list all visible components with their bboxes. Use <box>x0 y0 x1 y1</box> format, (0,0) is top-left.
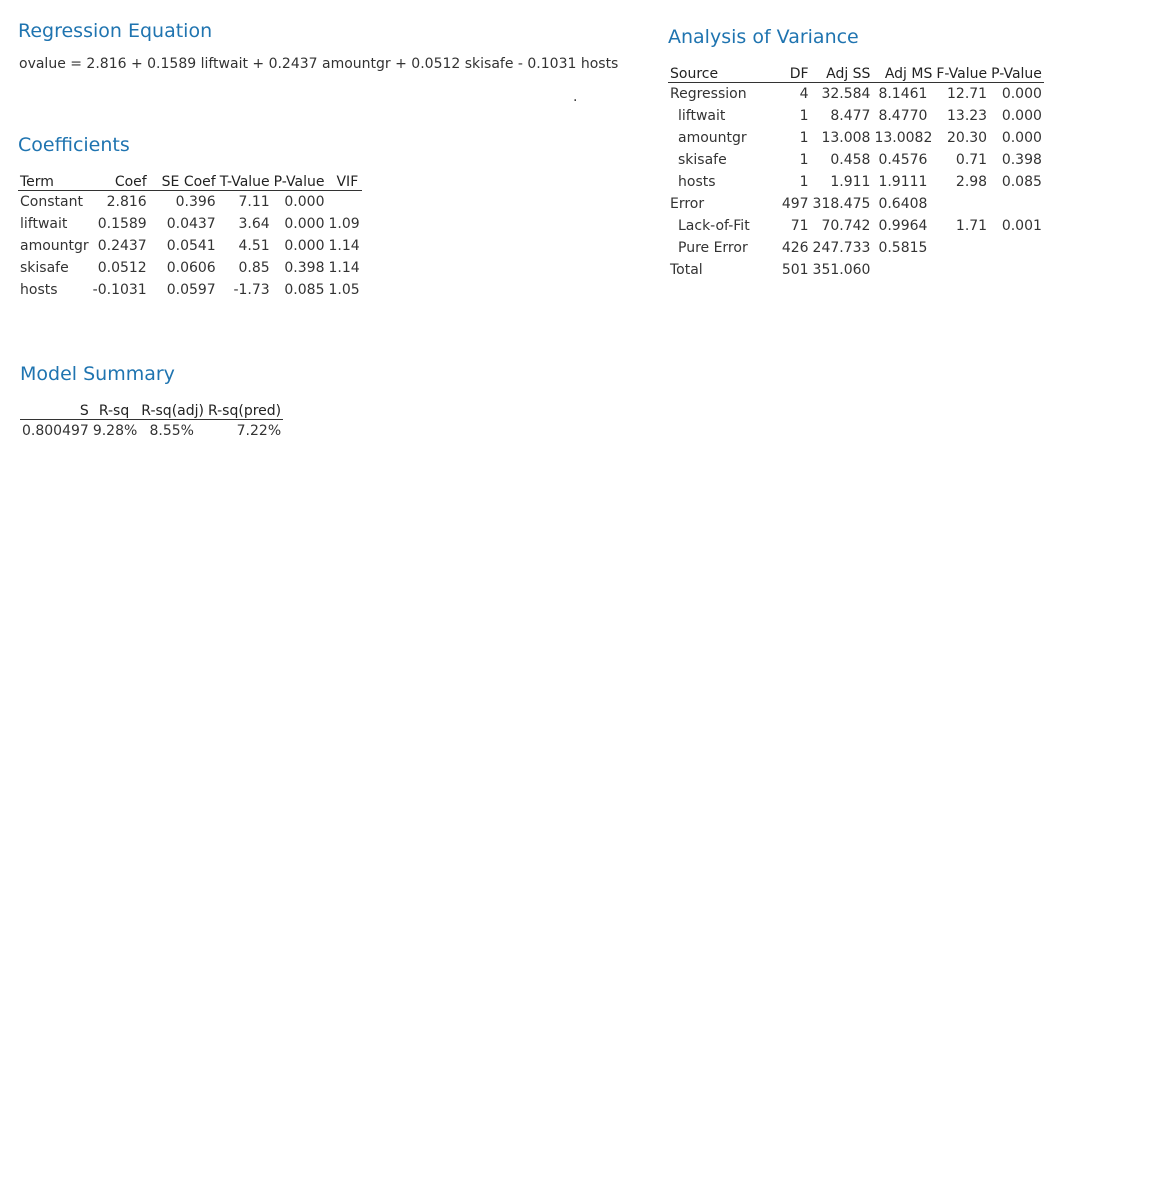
col-header-coef: Coef <box>91 170 149 191</box>
r-sq-value: 9.28% <box>92 423 138 439</box>
coef-cell: 0.0512 <box>97 260 147 276</box>
source-cell: Error <box>670 196 705 212</box>
coefficients-header-row <box>18 170 362 191</box>
regression-equation-text: ovalue = 2.816 + 0.1589 liftwait + 0.2437 amountgr + 0.0512 skisafe - 0.1031 hosts <box>19 56 619 72</box>
col-header-r-sq: R-sq <box>91 399 139 420</box>
f-value-cell <box>934 193 989 215</box>
f-value-cell: 12.71 <box>947 86 988 102</box>
col-header-p-value: P-Value <box>272 170 327 191</box>
df-cell: 1 <box>799 130 809 146</box>
table-row <box>18 213 362 235</box>
table-row <box>20 420 283 443</box>
vif-cell: 1.14 <box>328 238 360 254</box>
f-value-cell <box>934 259 989 281</box>
f-value-cell: 1.71 <box>955 218 988 234</box>
anova-header-row <box>668 62 1044 83</box>
r-sq-adj-value: 8.55% <box>149 423 194 439</box>
df-cell: 4 <box>799 86 809 102</box>
table-row <box>668 259 1044 281</box>
col-header-p-value: P-Value <box>989 62 1044 83</box>
f-value-cell: 2.98 <box>955 174 988 190</box>
col-header-term: Term <box>18 170 91 191</box>
coefficients-title: Coefficients <box>18 134 130 156</box>
p-value-cell: 0.085 <box>1001 174 1042 190</box>
col-header-source: Source <box>668 62 752 83</box>
p-value-cell: 0.000 <box>284 194 325 210</box>
se-coef-cell: 0.396 <box>175 194 216 210</box>
source-cell: Total <box>670 262 703 278</box>
p-value-cell: 0.000 <box>284 238 325 254</box>
col-header-f-value: F-Value <box>934 62 989 83</box>
df-cell: 501 <box>781 262 809 278</box>
r-sq-pred-value: 7.22% <box>236 423 282 439</box>
term-cell: hosts <box>20 282 58 298</box>
col-header-t-value: T-Value <box>218 170 272 191</box>
table-row <box>668 193 1044 215</box>
t-value-cell: 0.85 <box>238 260 270 276</box>
df-cell: 71 <box>790 218 809 234</box>
s-value: 0.800497 <box>22 423 89 439</box>
df-cell: 1 <box>799 108 809 124</box>
source-cell: Regression <box>670 86 747 102</box>
anova-title: Analysis of Variance <box>668 26 859 48</box>
term-cell: Constant <box>20 194 83 210</box>
table-row <box>18 257 362 279</box>
df-cell: 1 <box>799 174 809 190</box>
t-value-cell: 4.51 <box>238 238 270 254</box>
se-coef-cell: 0.0541 <box>166 238 216 254</box>
coefficients-table <box>18 170 362 301</box>
df-cell: 1 <box>799 152 809 168</box>
adj-ms-cell: 0.5815 <box>878 240 928 256</box>
model-summary-title: Model Summary <box>20 363 175 385</box>
adj-ms-cell: 0.9964 <box>878 218 928 234</box>
col-header-adj-ms: Adj MS <box>872 62 934 83</box>
adj-ss-cell: 8.477 <box>830 108 871 124</box>
col-header-df: DF <box>752 62 811 83</box>
p-value-cell <box>989 193 1044 215</box>
se-coef-cell: 0.0597 <box>166 282 216 298</box>
col-header-adj-ss: Adj SS <box>811 62 873 83</box>
p-value-cell: 0.000 <box>284 216 325 232</box>
p-value-cell: 0.000 <box>1001 86 1042 102</box>
col-header-vif: VIF <box>326 170 361 191</box>
t-value-cell: 3.64 <box>238 216 270 232</box>
regression-equation-title: Regression Equation <box>18 20 213 42</box>
table-row <box>18 235 362 257</box>
coef-cell: 0.2437 <box>97 238 147 254</box>
table-row <box>668 149 1044 171</box>
t-value-cell: -1.73 <box>233 282 270 298</box>
term-cell: amountgr <box>20 238 89 254</box>
adj-ss-cell: 351.060 <box>812 262 871 278</box>
p-value-cell <box>989 237 1044 259</box>
p-value-cell <box>989 259 1044 281</box>
adj-ss-cell: 32.584 <box>821 86 871 102</box>
p-value-cell: 0.000 <box>1001 108 1042 124</box>
vif-cell: 1.05 <box>328 282 360 298</box>
adj-ms-cell: 8.4770 <box>878 108 928 124</box>
table-row <box>18 279 362 301</box>
source-cell: liftwait <box>678 108 726 124</box>
coef-cell: -0.1031 <box>92 282 147 298</box>
f-value-cell: 13.23 <box>947 108 988 124</box>
model-summary-table <box>20 399 283 442</box>
p-value-cell: 0.000 <box>1001 130 1042 146</box>
adj-ms-cell <box>872 259 934 281</box>
p-value-cell: 0.398 <box>284 260 325 276</box>
table-row <box>668 83 1044 106</box>
adj-ms-cell: 0.4576 <box>878 152 928 168</box>
adj-ss-cell: 318.475 <box>812 196 871 212</box>
table-row <box>18 191 362 214</box>
adj-ss-cell: 13.008 <box>821 130 871 146</box>
p-value-cell: 0.398 <box>1001 152 1042 168</box>
f-value-cell: 20.30 <box>947 130 988 146</box>
adj-ss-cell: 1.911 <box>830 174 871 190</box>
stray-mark: . <box>573 89 578 105</box>
anova-table <box>668 62 1044 281</box>
source-cell: Pure Error <box>678 240 748 256</box>
p-value-cell: 0.001 <box>1001 218 1042 234</box>
col-header-r-sq-adj: R-sq(adj) <box>139 399 206 420</box>
f-value-cell: 0.71 <box>955 152 988 168</box>
se-coef-cell: 0.0437 <box>166 216 216 232</box>
source-cell: amountgr <box>678 130 747 146</box>
vif-cell <box>326 191 361 214</box>
adj-ss-cell: 0.458 <box>830 152 871 168</box>
df-cell: 426 <box>781 240 809 256</box>
source-cell: hosts <box>678 174 716 190</box>
model-summary-header-row <box>20 399 283 420</box>
vif-cell: 1.09 <box>328 216 360 232</box>
t-value-cell: 7.11 <box>238 194 270 210</box>
se-coef-cell: 0.0606 <box>166 260 216 276</box>
df-cell: 497 <box>781 196 809 212</box>
term-cell: skisafe <box>20 260 69 276</box>
table-row <box>668 105 1044 127</box>
adj-ms-cell: 13.0082 <box>874 130 933 146</box>
coef-cell: 0.1589 <box>97 216 147 232</box>
adj-ms-cell: 1.9111 <box>878 174 928 190</box>
table-row <box>668 127 1044 149</box>
term-cell: liftwait <box>20 216 68 232</box>
vif-cell: 1.14 <box>328 260 360 276</box>
adj-ms-cell: 8.1461 <box>878 86 928 102</box>
col-header-r-sq-pred: R-sq(pred) <box>206 399 283 420</box>
source-cell: skisafe <box>678 152 727 168</box>
table-row <box>668 237 1044 259</box>
table-row <box>668 215 1044 237</box>
source-cell: Lack-of-Fit <box>678 218 750 234</box>
p-value-cell: 0.085 <box>284 282 325 298</box>
coef-cell: 2.816 <box>106 194 147 210</box>
adj-ss-cell: 247.733 <box>812 240 871 256</box>
f-value-cell <box>934 237 989 259</box>
adj-ss-cell: 70.742 <box>821 218 871 234</box>
table-row <box>668 171 1044 193</box>
col-header-se-coef: SE Coef <box>149 170 218 191</box>
adj-ms-cell: 0.6408 <box>878 196 928 212</box>
col-header-s: S <box>20 399 91 420</box>
